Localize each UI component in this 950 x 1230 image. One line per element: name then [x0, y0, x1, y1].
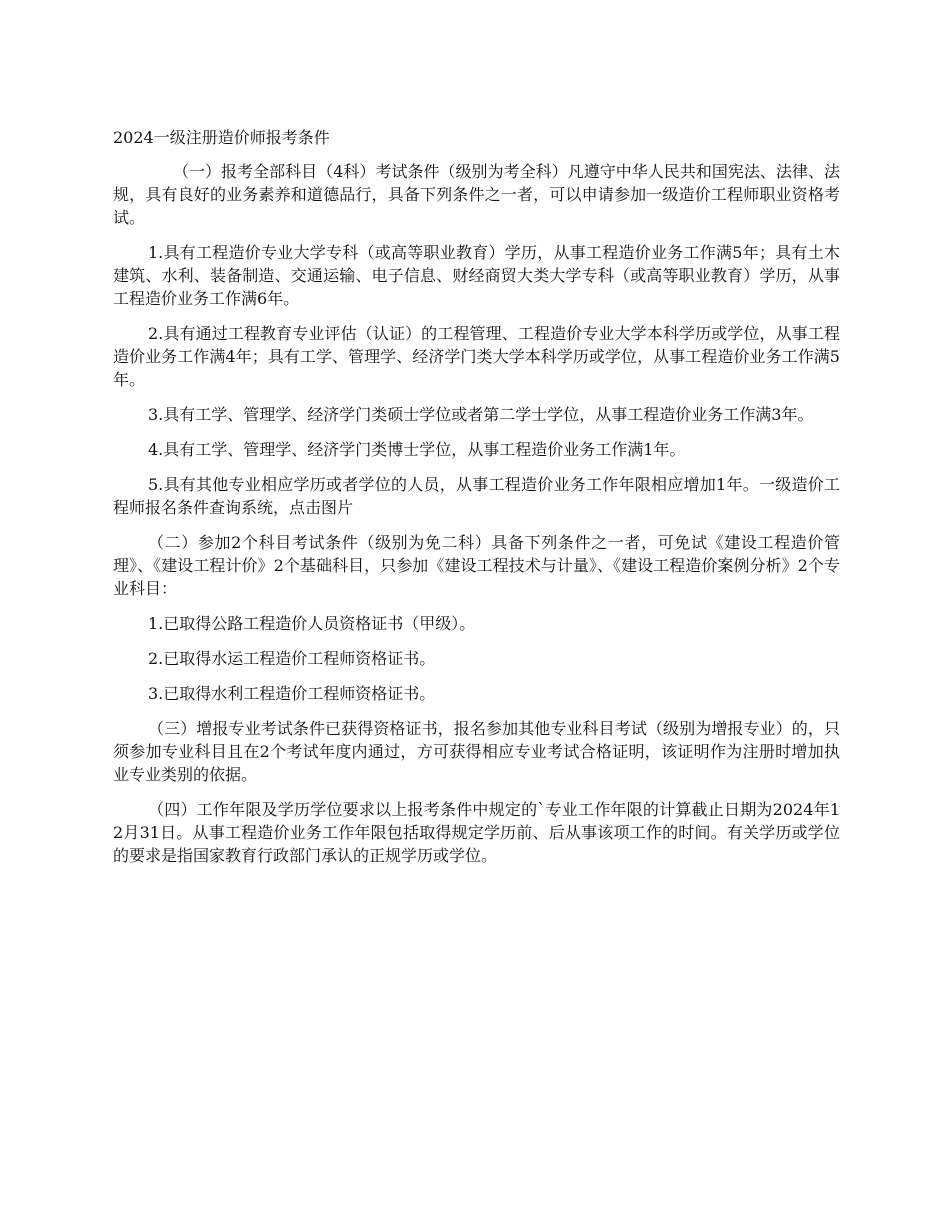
section-2-item-1: 1.已取得公路工程造价人员资格证书（甲级）。: [148, 614, 476, 633]
section-1-item-1: 1.具有工程造价专业大学专科（或高等职业教育）学历，从事工程造价业务工作满5年；具有土木建筑、水利、装备制造、交通运输、电子信息、财经商贸大类大学专科（或高等职业教育）学历，从事工程造价业务工作满6年。: [113, 243, 840, 308]
section-1-item-2: 2.具有通过工程教育专业评估（认证）的工程管理、工程造价专业大学本科学历或学位，从事工程造价业务工作满4年；具有工学、管理学、经济学门类大学本科学历或学位，从事工程造价业务工作满5年。: [113, 324, 840, 389]
document-body: [113, 126, 840, 879]
section-4-paragraph: （四）工作年限及学历学位要求以上报考条件中规定的`专业工作年限的计算截止日期为2024年12月31日。从事工程造价业务工作年限包括取得规定学历前、后从事该项工作的时间。有关学历或学位的要求是指国家教育行政部门承认的正规学历或学位。: [113, 800, 840, 865]
section-1-item-3: 3.具有工学、管理学、经济学门类硕士学位或者第二学士学位，从事工程造价业务工作满3年。: [148, 405, 814, 424]
section-1-item-4: 4.具有工学、管理学、经济学门类博士学位，从事工程造价业务工作满1年。: [148, 440, 686, 459]
section-3-paragraph: （三）增报专业考试条件已获得资格证书，报名参加其他专业科目考试（级别为增报专业）的，只须参加专业科目且在2个考试年度内通过，方可获得相应专业考试合格证明，该证明作为注册时增加执业专业类别的依据。: [113, 719, 840, 784]
document-title: 2024一级注册造价师报考条件: [113, 128, 330, 147]
section-1-heading: （一）报考全部科目（4科）考试条件（级别为考全科）凡遵守中华人民共和国宪法、法律、法规，具有良好的业务素养和道德品行，具备下列条件之一者，可以申请参加一级造价工程师职业资格考试。: [113, 162, 840, 227]
section-2-item-3: 3.已取得水利工程造价工程师资格证书。: [148, 684, 436, 703]
section-2-heading: （二）参加2个科目考试条件（级别为免二科）具备下列条件之一者，可免试《建设工程造价管理》、《建设工程计价》2个基础科目，只参加《建设工程技术与计量》、《建设工程造价案例分析》2个专业科目：: [113, 533, 840, 598]
section-2-item-2: 2.已取得水运工程造价工程师资格证书。: [148, 649, 436, 668]
section-1-item-5: 5.具有其他专业相应学历或者学位的人员，从事工程造价业务工作年限相应增加1年。一级造价工程师报名条件查询系统，点击图片: [113, 475, 840, 517]
